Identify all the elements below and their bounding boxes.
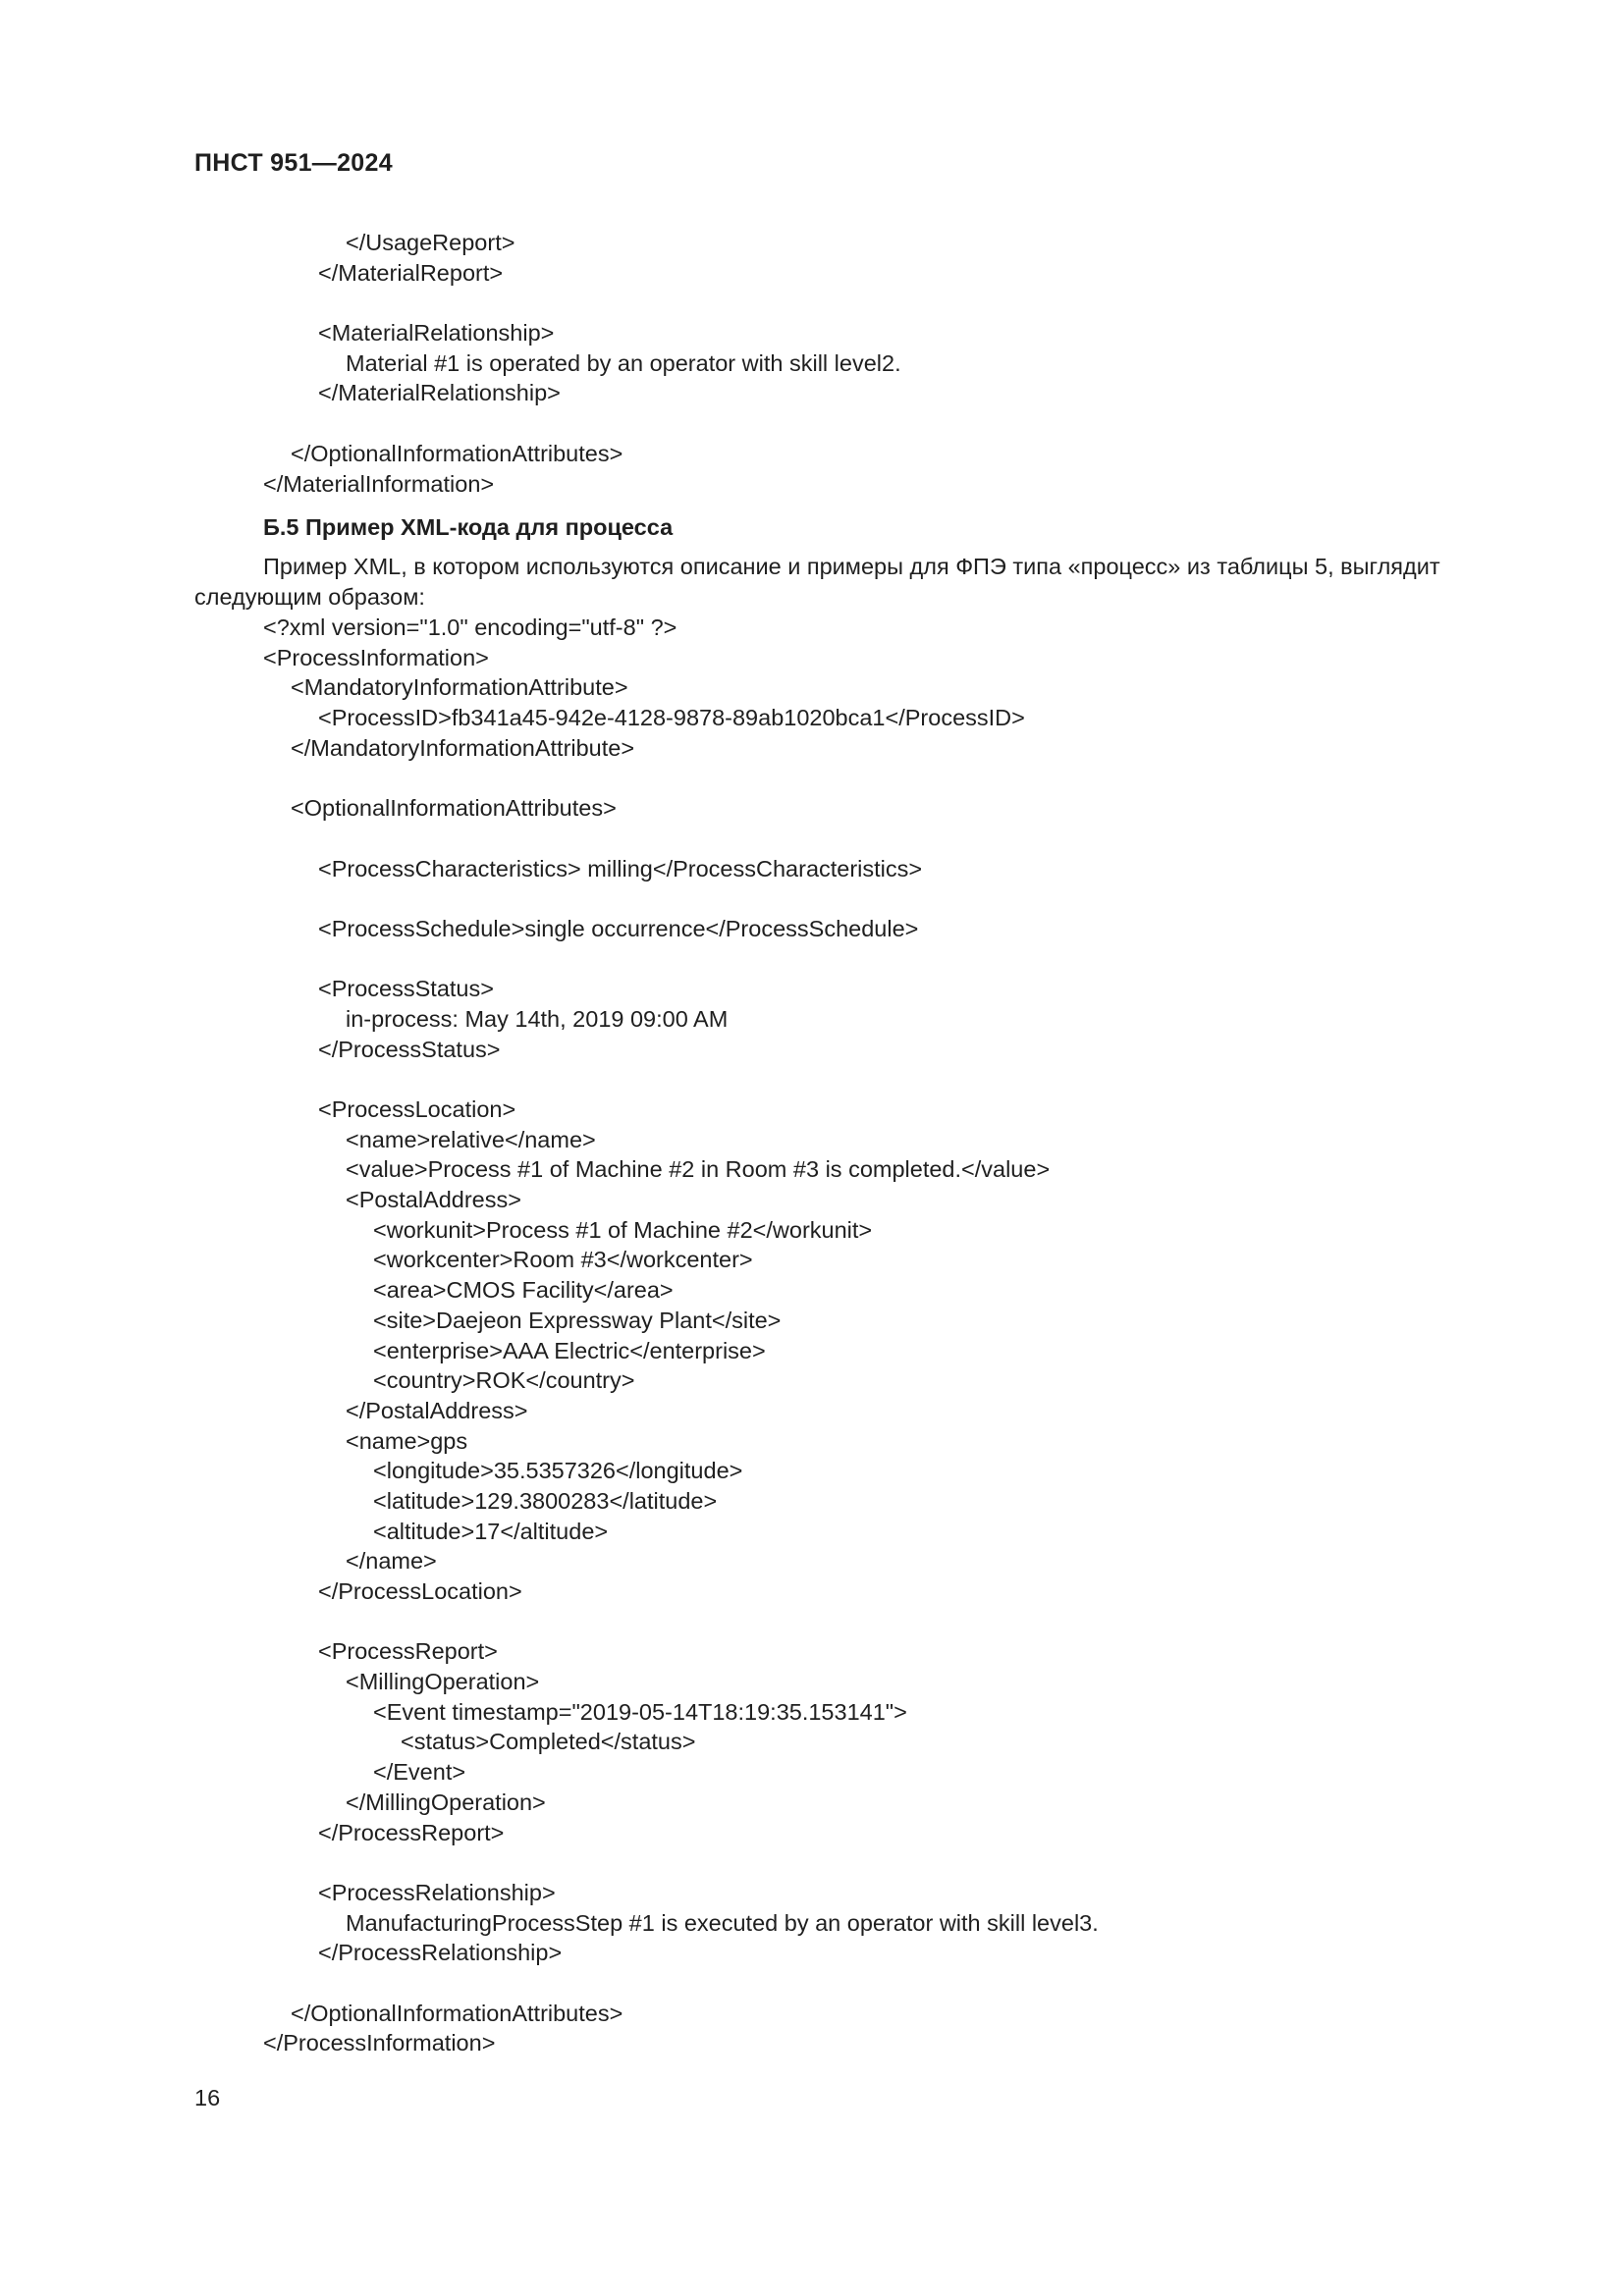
code-line: <?xml version="1.0" encoding="utf-8" ?> [263, 614, 677, 640]
code-line: <PostalAddress> [346, 1187, 521, 1213]
code-line: <altitude>17</altitude> [373, 1518, 609, 1544]
code-line: in-process: May 14th, 2019 09:00 AM [346, 1005, 729, 1032]
code-line [0, 944, 1624, 975]
code-line: <workunit>Process #1 of Machine #2</workunit> [373, 1216, 873, 1243]
code-line [0, 824, 1624, 854]
code-line [0, 288, 1624, 318]
code-line [0, 1847, 1624, 1878]
code-line: <ProcessLocation> [318, 1096, 516, 1122]
code-line [0, 883, 1624, 914]
code-line: </ProcessReport> [318, 1819, 505, 1845]
code-line [0, 408, 1624, 439]
code-line: <Event timestamp="2019-05-14T18:19:35.153141"> [373, 1698, 907, 1725]
code-line: <ProcessReport> [318, 1638, 498, 1665]
code-line: </PostalAddress> [346, 1397, 528, 1423]
code-line: ManufacturingProcessStep #1 is executed by an operator with skill level3. [346, 1909, 1099, 1936]
code-line: </Event> [373, 1759, 466, 1786]
code-line: <ProcessStatus> [318, 976, 494, 1002]
intro-line-1: Пример XML, в котором используются описание и примеры для ФПЭ типа «процесс» из таблицы 5, выглядит [263, 554, 1440, 579]
process-xml-code-block [0, 613, 1624, 2058]
code-line: </name> [346, 1548, 437, 1575]
code-line: <MaterialRelationship> [318, 320, 555, 347]
intro-line-2: следующим образом: [194, 583, 425, 610]
code-line: </ProcessRelationship> [318, 1940, 563, 1966]
code-line: </ProcessInformation> [263, 2030, 496, 2056]
code-line: </MaterialInformation> [263, 470, 495, 497]
document-id-header: ПНСТ 951—2024 [194, 149, 393, 177]
material-xml-code-block [0, 228, 1624, 499]
code-line: </OptionalInformationAttributes> [291, 2000, 623, 2026]
code-line: </MillingOperation> [346, 1789, 546, 1815]
code-line: <workcenter>Room #3</workcenter> [373, 1247, 753, 1273]
code-line: <ProcessRelationship> [318, 1879, 556, 1905]
section-heading: Б.5 Пример XML-кода для процесса [263, 514, 674, 540]
code-line: </ProcessStatus> [318, 1036, 501, 1062]
code-line: </MaterialReport> [318, 259, 504, 286]
page-number: 16 [194, 2085, 221, 2110]
code-line: <status>Completed</status> [401, 1729, 696, 1755]
code-line: <name>relative</name> [346, 1126, 596, 1152]
code-line: <latitude>129.3800283</latitude> [373, 1487, 718, 1514]
section-intro [194, 552, 1530, 612]
code-line: Material #1 is operated by an operator with skill level2. [346, 349, 901, 376]
code-line: <longitude>35.5357326</longitude> [373, 1458, 743, 1484]
code-line: <MandatoryInformationAttribute> [291, 674, 628, 701]
code-line [0, 763, 1624, 793]
code-line [0, 1607, 1624, 1637]
code-line: <ProcessCharacteristics> milling</ProcessCharacteristics> [318, 855, 923, 881]
code-line: </UsageReport> [346, 230, 515, 255]
code-line: </MaterialRelationship> [318, 380, 561, 406]
code-line: <site>Daejeon Expressway Plant</site> [373, 1307, 782, 1333]
code-line: <OptionalInformationAttributes> [291, 795, 617, 822]
code-line: <ProcessSchedule>single occurrence</ProcessSchedule> [318, 915, 919, 941]
code-line: <ProcessID>fb341a45-942e-4128-9878-89ab1020bca1</ProcessID> [318, 705, 1025, 731]
code-line: <MillingOperation> [346, 1669, 540, 1695]
code-line: <country>ROK</country> [373, 1367, 635, 1394]
code-line: <area>CMOS Facility</area> [373, 1277, 674, 1304]
code-line: <ProcessInformation> [263, 644, 489, 670]
code-line: </OptionalInformationAttributes> [291, 440, 623, 466]
code-line: <name>gps [346, 1427, 468, 1454]
code-line [0, 1064, 1624, 1095]
code-line: <enterprise>AAA Electric</enterprise> [373, 1337, 766, 1363]
code-line: </ProcessLocation> [318, 1578, 522, 1604]
code-line: <value>Process #1 of Machine #2 in Room #3 is completed.</value> [346, 1156, 1051, 1183]
code-line: </MandatoryInformationAttribute> [291, 734, 635, 761]
code-line [0, 1968, 1624, 1999]
